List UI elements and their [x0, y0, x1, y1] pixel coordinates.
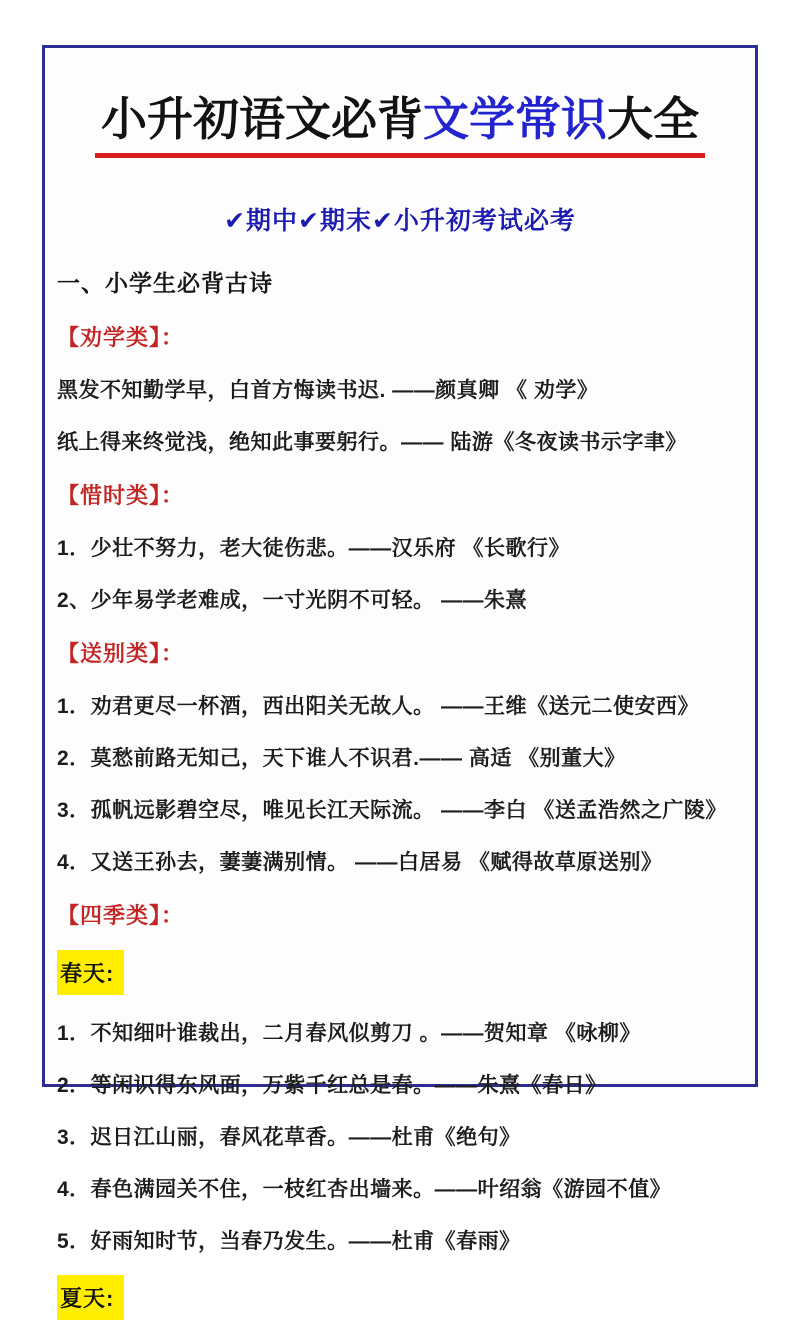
section-heading: 一、小学生必背古诗 [57, 270, 273, 297]
poem-line: 2．莫愁前路无知己，天下谁人不识君.—— 高适 《别董大》 [57, 747, 626, 771]
page-title [95, 91, 705, 159]
content-frame [42, 45, 758, 1312]
poem-line: 2、少年易学老难成，一寸光阴不可轻。 ——朱熹 [57, 589, 528, 613]
poem-line: 4．又送王孙去，萋萋满别情。 ——白居易 《赋得故草原送别》 [57, 851, 663, 875]
title-row [45, 60, 755, 189]
poem-line: 1．不知细叶谁裁出，二月春风似剪刀 。——贺知章 《咏柳》 [57, 1022, 641, 1046]
category-label: 【送别类】： [57, 641, 185, 667]
poem-line: 3．迟日江山丽，春风花草香。——杜甫《绝句》 [57, 1126, 521, 1150]
category-group-xishi [45, 479, 755, 614]
poem-line: 黑发不知勤学早，白首方悔读书迟. ——颜真卿 《 劝学》 [57, 379, 599, 403]
title-part-right: 大全 [607, 93, 699, 145]
poem-line: 纸上得来终觉浅，绝知此事要躬行。—— 陆游《冬夜读书示字聿》 [57, 431, 687, 455]
season-label-spring: 春天: [57, 950, 124, 995]
category-group-songbie [45, 637, 755, 876]
season-label-summer: 夏天: [57, 1275, 124, 1320]
season-row-summer [57, 1275, 755, 1320]
category-group-quanxue [45, 321, 755, 456]
poem-line: 5．好雨知时节，当春乃发生。——杜甫《春雨》 [57, 1230, 521, 1254]
poem-line: 1．劝君更尽一杯酒，西出阳关无故人。 ——王维《送元二使安西》 [57, 695, 700, 719]
category-label: 【惜时类】： [57, 483, 185, 509]
category-group-siji [45, 899, 755, 1320]
poem-line: 2．等闲识得东风面，万紫千红总是春。——朱熹《春日》 [57, 1074, 607, 1098]
title-part-highlight: 文学常识 [423, 93, 607, 145]
category-label: 【四季类】： [57, 903, 185, 929]
poem-line: 3．孤帆远影碧空尽，唯见长江天际流。 ——李白 《送孟浩然之广陵》 [57, 799, 727, 823]
exam-subtitle: ✔期中✔期末✔小升初考试必考 [224, 207, 576, 236]
season-row-spring [57, 950, 755, 995]
title-part-left: 小升初语文必背 [101, 93, 423, 145]
category-label: 【劝学类】： [57, 325, 185, 351]
poem-line: 1．少壮不努力，老大徒伤悲。——汉乐府 《长歌行》 [57, 537, 571, 561]
poem-line: 4．春色满园关不住，一枝红杏出墙来。——叶绍翁《游园不值》 [57, 1178, 672, 1202]
